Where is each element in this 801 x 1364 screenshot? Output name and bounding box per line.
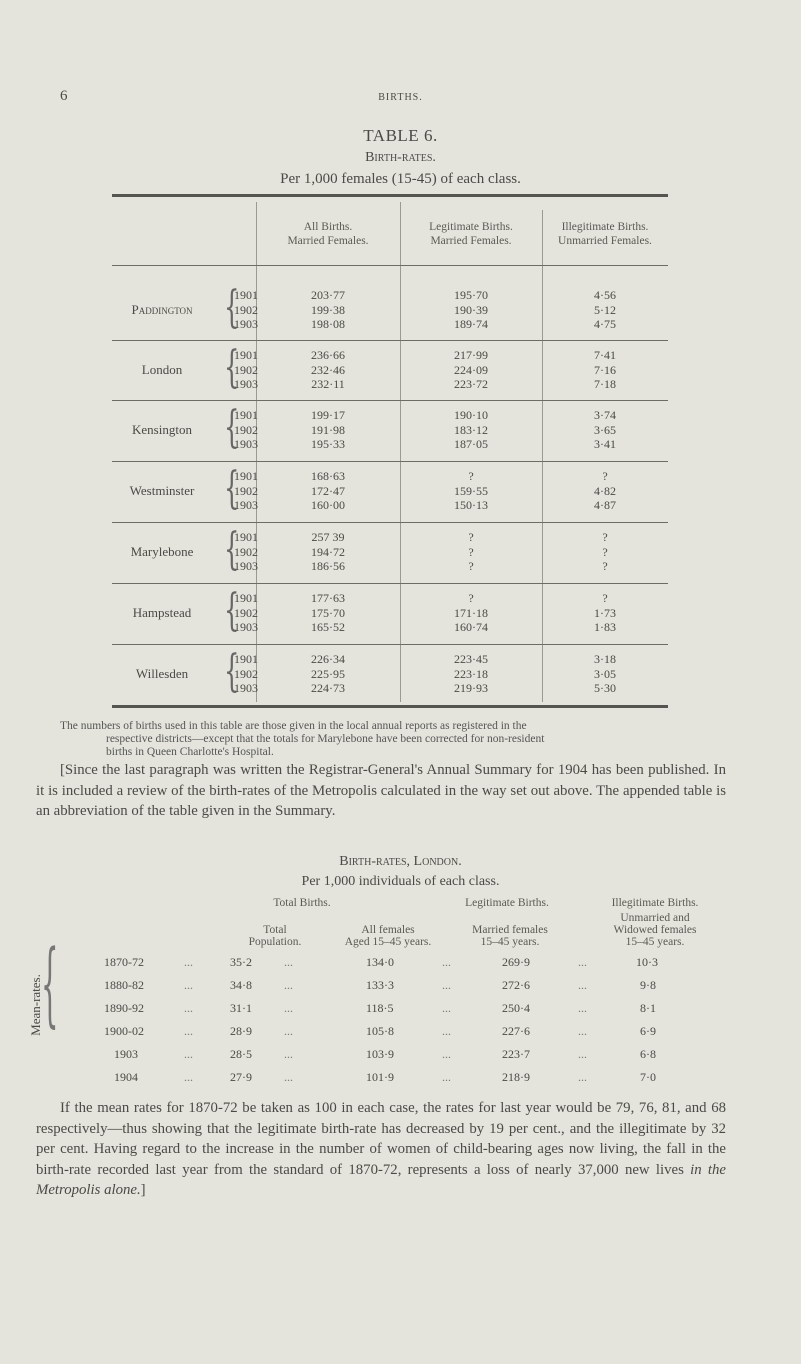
row-rule (112, 522, 668, 523)
table-row: 1890-92 ... 31·1 ... 118·5 ... 250·4 ... 8·1 (104, 1001, 656, 1015)
legitimate-values: 217·99 224·09 223·72 (454, 348, 488, 391)
table-title: TABLE 6. (363, 126, 438, 145)
column-header-total-population: Total Population. (248, 924, 302, 948)
page-number: 6 (60, 88, 68, 104)
district-name: Westminster (129, 483, 195, 498)
column-header-married-females: Married females 15–45 years. (472, 924, 548, 948)
year-list: 1901 1902 1903 (234, 469, 258, 512)
group-header-illegitimate-births: Illegitimate Births. (611, 897, 699, 909)
header-rule (112, 265, 668, 266)
legitimate-values: 223·45 223·18 219·93 (454, 652, 488, 695)
illegitimate-values: 4·56 5·12 4·75 (594, 288, 616, 331)
year-list: 1901 1902 1903 (234, 530, 258, 573)
table-subtitle: Birth-rates. (365, 150, 436, 165)
district-name: Willesden (135, 666, 189, 681)
all-births-values: 236·66 232·46 232·11 (311, 348, 345, 391)
district-name: Kensington (132, 422, 192, 437)
table-row-group (112, 404, 668, 460)
group-header-legitimate-births: Legitimate Births. (465, 897, 549, 909)
summary-table-caption: Per 1,000 individuals of each class. (301, 874, 500, 889)
year-list: 1901 1902 1903 (234, 591, 258, 634)
year-list: 1901 1902 1903 (234, 652, 258, 695)
running-head: BIRTHS. (378, 92, 423, 103)
brace-icon: { (224, 646, 240, 697)
all-births-values: 257 39 194·72 186·56 (311, 530, 345, 573)
illegitimate-values: ? 4·82 4·87 (594, 469, 616, 512)
table-row-group (112, 587, 668, 643)
brace-icon: { (224, 524, 240, 575)
table-row-group (112, 648, 668, 704)
summary-table-title: Birth-rates, London. (339, 854, 462, 869)
illegitimate-values: 3·74 3·65 3·41 (594, 408, 616, 451)
column-header-illegitimate-births: Illegitimate Births. Unmarried Females. (558, 221, 652, 247)
all-births-values: 168·63 172·47 160·00 (311, 469, 345, 512)
column-header-legitimate-births: Legitimate Births. Married Females. (429, 221, 513, 247)
brace-icon: { (224, 585, 240, 636)
brace-icon: { (224, 463, 240, 514)
brace-icon: { (224, 402, 240, 453)
row-rule (112, 644, 668, 645)
row-rule (112, 400, 668, 401)
table-row: 1903 ... 28·5 ... 103·9 ... 223·7 ... 6·8 (114, 1047, 656, 1061)
table-row-group (112, 344, 668, 400)
table-row: 1904 ... 27·9 ... 101·9 ... 218·9 ... 7·0 (114, 1070, 656, 1084)
group-header-total-births: Total Births. (273, 897, 331, 909)
row-rule (112, 461, 668, 462)
table-row-group (112, 465, 668, 521)
legitimate-values: ? 159·55 150·13 (454, 469, 488, 512)
district-name: Marylebone (130, 544, 194, 559)
illegitimate-values: 7·41 7·16 7·18 (594, 348, 616, 391)
district-name: Hampstead (132, 605, 192, 620)
mean-rates-label: Mean-rates. (28, 974, 43, 1036)
table-row-group (112, 526, 668, 582)
all-births-values: 226·34 225·95 224·73 (311, 652, 345, 695)
column-header-unmarried-females: Unmarried and Widowed females 15–45 years. (613, 912, 697, 948)
legitimate-values: 195·70 190·39 189·74 (454, 288, 488, 331)
table-footnote: The numbers of births used in this table are those given in the local annual reports as registered in the respective districts—except that the totals for Marylebone have been corrected for non-resident births in Queen Charlotte's Hospital. (60, 720, 545, 758)
row-rule (112, 583, 668, 584)
all-births-values: 203·77 199·38 198·08 (311, 288, 345, 331)
all-births-values: 199·17 191·98 195·33 (311, 408, 345, 451)
district-name: London (141, 362, 183, 377)
illegitimate-values: 3·18 3·05 5·30 (594, 652, 616, 695)
all-births-values: 177·63 175·70 165·52 (311, 591, 345, 634)
table-row: 1870-72 ... 35·2 ... 134·0 ... 269·9 ... 10·3 (104, 955, 658, 969)
illegitimate-values: ? 1·73 1·83 (594, 591, 616, 634)
table-row: 1900-02 ... 28·9 ... 105·8 ... 227·6 ... 6·9 (104, 1024, 656, 1038)
district-name: Paddington (131, 302, 193, 317)
table-bottom-rule (112, 705, 668, 708)
legitimate-values: ? ? ? (468, 530, 474, 573)
table-top-rule (112, 194, 668, 197)
brace-icon: { (224, 282, 240, 333)
row-rule (112, 340, 668, 341)
column-header-all-births: All Births. Married Females. (287, 221, 369, 247)
illegitimate-values: ? ? ? (602, 530, 608, 573)
brace-icon: { (41, 930, 59, 1037)
column-header-all-females: All females Aged 15–45 years. (344, 924, 432, 948)
paragraph-conclusion: If the mean rates for 1870-72 be taken as 100 in each case, the rates for last year would be 79, 76, 81, and 68 respectively—thus showing that the legitimate birth-rate has decreased by 19 per cent., and the illegitimate by 32 per cent. Having regard to the increase in the number of women of child-bearing ages now living, the fall in the birth-rate recorded last year from the standard of 1870-72, represents a loss of nearly 37,000 new lives in the Metropolis alone.] (36, 1100, 726, 1198)
brace-icon: { (224, 342, 240, 393)
legitimate-values: ? 171·18 160·74 (454, 591, 488, 634)
paragraph-summary-intro: [Since the last paragraph was written the Registrar-General's Annual Summary for 1904 has been published. In it is included a review of the birth-rates of the Metropolis calculated in the way set out above. The appended table is an abbreviation of the table given in the Summary. (36, 762, 726, 819)
year-list: 1901 1902 1903 (234, 348, 258, 391)
table-caption: Per 1,000 females (15-45) of each class. (280, 171, 521, 187)
year-list: 1901 1902 1903 (234, 408, 258, 451)
year-list: 1901 1902 1903 (234, 288, 258, 331)
table-row: 1880-82 ... 34·8 ... 133·3 ... 272·6 ... 9·8 (104, 978, 656, 992)
table-row-group (112, 284, 668, 340)
legitimate-values: 190·10 183·12 187·05 (454, 408, 488, 451)
